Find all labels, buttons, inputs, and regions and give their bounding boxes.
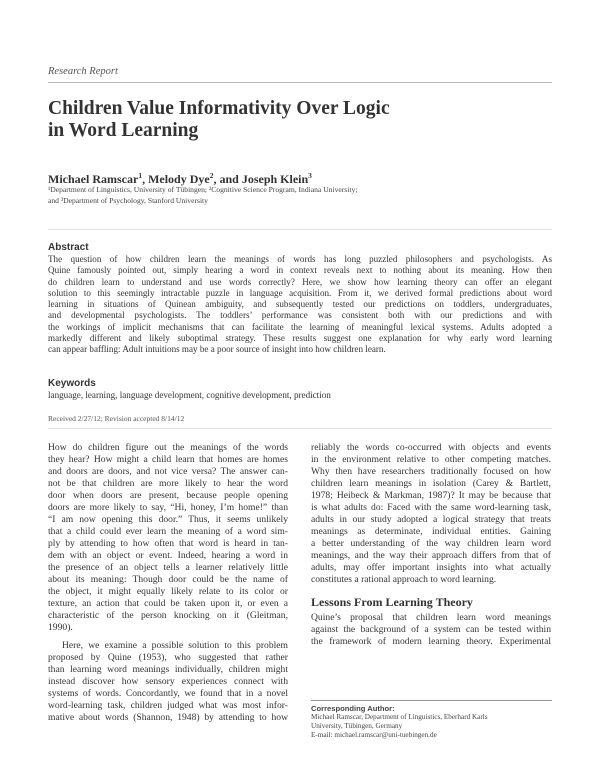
body-column-left <box>48 442 288 724</box>
body-text-line: 1978; Heibeck & Markman, 1987)? It may be because that <box>311 490 551 501</box>
body-text-line: the framework of modern learning theory. Experimental <box>311 636 551 647</box>
abstract-line: and developmental psychologists. The toddlers’ performance was consistent both with our predictions and with <box>48 310 552 321</box>
body-text-line: door when doors are present, because people opening <box>48 490 288 501</box>
corresponding-author-email: E-mail: michael.ramscar@uni-tuebingen.de <box>311 731 437 739</box>
keywords-text: language, learning, language development, cognitive development, prediction <box>48 390 331 400</box>
header-divider <box>48 229 552 230</box>
affiliation-marker: 2 <box>209 171 214 180</box>
abstract-line: can appear baffling: Adult intuitions may be a poor source of insight into how children learn. <box>48 344 386 355</box>
abstract-line: The question of how children learn the meanings of words has long puzzled philosophers and psychologists. As <box>48 254 552 264</box>
body-text-line: about its meaning: Though door could be the name of <box>48 574 288 585</box>
abstract-line: solution to this seemingly intractable puzzle in language acquisition. From it, we derived formal predictions about word <box>48 287 552 298</box>
body-text-line: systems of words. Concordantly, we found that in a novel <box>48 688 288 699</box>
body-text-line: is what adults do: Faced with the same word-learning task, <box>311 502 551 513</box>
affiliation-line: ¹Department of Linguistics, University of Tübingen; ²Cognitive Science Program, Indiana University; <box>48 185 358 194</box>
body-text-line: constitutes a rational approach to word learning. <box>311 574 497 585</box>
abstract-line: the workings of implicit mechanisms that can facilitate the learning of meaningful lexical systems. Adults adopted a <box>48 321 552 332</box>
body-text-line: against the background of a system can be tested within <box>311 624 551 635</box>
body-text-line: not be that children are more likely to hear the word <box>48 478 288 489</box>
author-name: , Melody Dye <box>142 172 210 186</box>
body-text-line: doors are more likely to say, “Hi, honey, I’m home!” than <box>48 502 288 513</box>
body-text-line: children learn meanings in isolation (Carey & Bartlett, <box>311 478 551 489</box>
running-head: Research Report <box>48 66 118 77</box>
abstract-text <box>48 254 552 356</box>
body-text-line: that a child could ever learn the meaning of a word sim- <box>48 526 288 537</box>
body-text-line: and doors are doors, and not vice versa? The answer can- <box>48 466 288 477</box>
corresponding-author-line: University, Tübingen, Germany <box>311 722 403 730</box>
affiliation-line: and ³Department of Psychology, Stanford University <box>48 195 208 205</box>
title-line: in Word Learning <box>48 120 199 141</box>
top-divider <box>48 82 552 83</box>
author-name: Michael Ramscar <box>48 172 139 186</box>
body-text-line: texture, an action that could be taken upon it, or even a <box>48 598 288 609</box>
body-text-line: meanings, and the way their approach differs from that of <box>311 550 551 561</box>
affiliation-marker: 1 <box>138 171 143 180</box>
body-text-line: the object, it might equally likely relate to its color or <box>48 586 288 597</box>
body-column-right <box>311 442 551 648</box>
abstract-line: markedly different and likely suboptimal strategy. These results suggest one explanation for why early word learning <box>48 333 552 344</box>
affiliation-marker: 3 <box>308 171 312 180</box>
body-text-line: word-learning task, children judged what was most infor- <box>48 700 288 711</box>
body-text-line: in the environment relative to other competing matches. <box>311 454 551 465</box>
body-text-line: “I am now opening this door.” Thus, it seems unlikely <box>48 514 288 525</box>
body-divider <box>48 428 552 429</box>
abstract-line: Quine famously pointed out, simply hearing a word in context reveals next to nothing about its meaning. How then <box>48 265 552 276</box>
body-text-line: reliably the words co-occurred with objects and events <box>311 442 551 453</box>
body-text-line: they hear? How might a child learn that homes are homes <box>48 454 288 465</box>
body-text-line: proposed by Quine (1953), who suggested that rather <box>48 652 288 663</box>
body-text-line: mative about words (Shannon, 1948) by attending to how <box>48 712 288 723</box>
body-text-line: a better understanding of the way children learn word <box>311 538 551 549</box>
body-text-line: ply by attending to how often that word is heard in tan- <box>48 538 288 549</box>
abstract-line: learning in situations of Quinean ambiguity, and subsequently tested our predictions on toddlers, undergraduates, <box>48 299 552 310</box>
body-text-line: How do children figure out the meanings of the words <box>48 442 288 453</box>
corresponding-author-line: Michael Ramscar, Department of Linguistics, Eberhard Karls <box>311 713 488 721</box>
title-line: Children Value Informativity Over Logic <box>48 98 390 119</box>
keywords-heading: Keywords <box>48 378 96 389</box>
body-text-line: dem with an object or event. Indeed, hearing a word in <box>48 550 288 561</box>
section-heading: Lessons From Learning Theory <box>311 595 473 609</box>
body-text-line: Quine’s proposal that children learn word meanings <box>311 612 551 623</box>
body-text-line: Here, we examine a possible solution to this problem <box>62 640 288 651</box>
body-text-line: meanings as determinate, individual entities. Gaining <box>311 526 551 537</box>
body-text-line: adults in our study adopted a logical strategy that treats <box>311 514 551 525</box>
corresponding-author-box <box>311 700 552 740</box>
body-text-line: Why then have researchers traditionally focused on how <box>311 466 551 477</box>
paper-title <box>48 98 552 142</box>
author-name: , and Joseph Klein <box>213 172 309 186</box>
body-text-line: 1990). <box>48 622 73 633</box>
abstract-heading: Abstract <box>48 242 89 253</box>
abstract-line: do children learn to understand and use words correctly? Here, we show how learning theory can offer an elegant <box>48 276 552 287</box>
received-dates: Received 2/27/12; Revision accepted 8/14/12 <box>48 414 185 423</box>
body-text-line: the presence of an object tells a learner relatively little <box>48 562 288 573</box>
affiliations <box>48 185 552 206</box>
body-text-line: instead discover how sensory experiences connect with <box>48 676 288 687</box>
body-text-line: than learning word meanings individually, children might <box>48 664 288 675</box>
body-text-line: adults, may offer important insights into what actually <box>311 562 551 573</box>
corresponding-author-heading: Corresponding Author: <box>311 704 395 713</box>
body-text-line: characteristic of the person knocking on it (Gleitman, <box>48 610 288 621</box>
